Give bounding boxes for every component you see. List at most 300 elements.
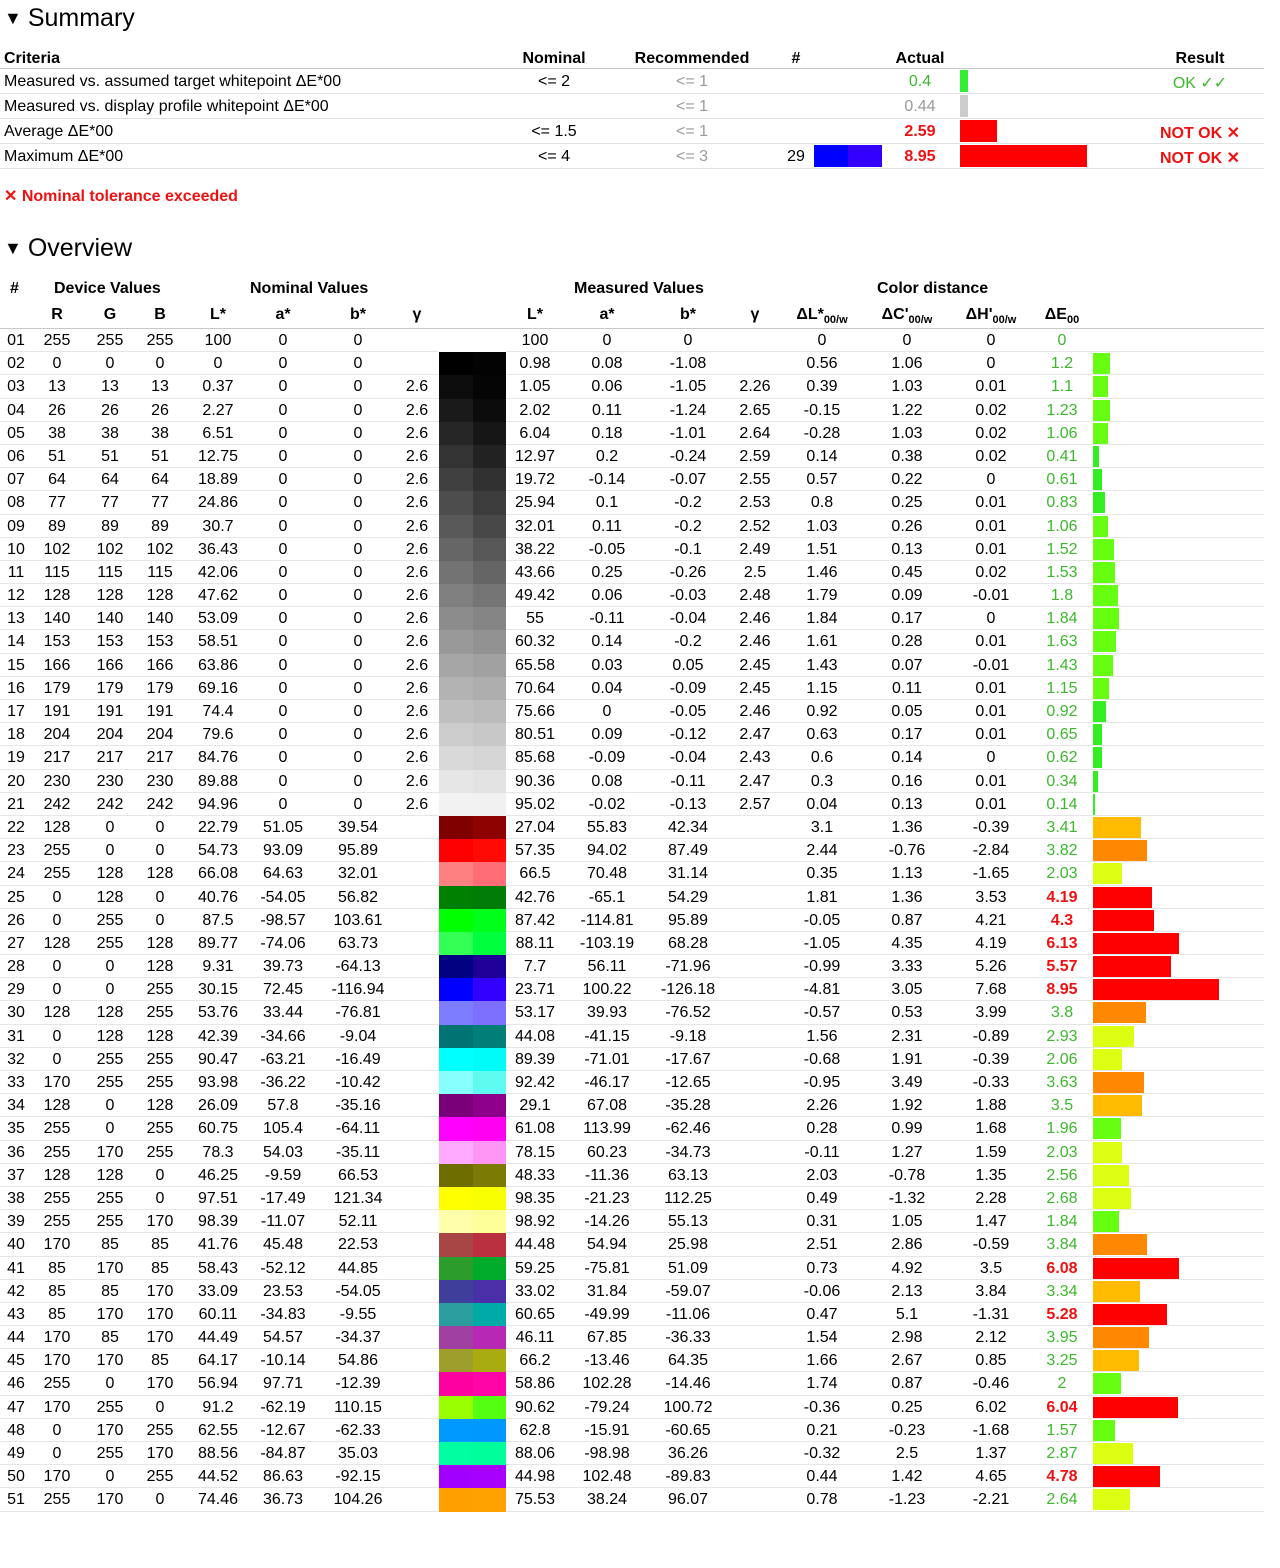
table-cell: 0 [986,610,996,628]
table-cell: -62.33 [335,1421,381,1439]
table-cell: -0.09 [588,749,626,767]
nominal-color-swatch [439,422,473,446]
table-cell: 1.8 [1050,587,1074,605]
table-cell: 0.8 [810,494,834,512]
table-cell: 41 [7,1259,25,1277]
table-row [0,654,1264,677]
table-cell: 85 [151,1352,169,1370]
table-cell: -35.28 [665,1097,711,1115]
table-cell: 1.03 [891,378,923,396]
table-cell: 0.01 [975,633,1007,651]
table-cell: 115 [44,563,70,581]
table-cell: -114.81 [580,911,634,929]
table-cell: 153 [146,633,174,651]
table-cell: 0.04 [591,679,623,697]
table-cell: 0.78 [806,1491,838,1509]
column-header-label: B [154,306,166,323]
table-cell: -0.39 [972,818,1010,836]
table-cell: -0.23 [888,1421,926,1439]
table-cell: 88.06 [514,1445,556,1462]
table-cell: 45 [7,1352,25,1370]
nominal-color-swatch [439,700,473,724]
table-cell: 85.68 [514,749,556,767]
table-cell: 170 [96,1259,124,1277]
measured-color-swatch [473,932,506,956]
table-cell: 3.53 [975,888,1007,906]
table-cell: 3.84 [975,1282,1007,1300]
table-cell: 170 [96,1421,124,1439]
table-cell: 51.09 [667,1259,709,1277]
table-cell: 166 [96,656,124,674]
table-cell: 25.94 [514,494,556,512]
table-cell: 3.95 [1046,1329,1078,1347]
table-cell: 255 [96,1398,124,1416]
table-cell: 2.6 [405,726,429,744]
measured-color-swatch [473,1465,506,1489]
nominal-color-swatch [439,1396,473,1420]
table-cell: 255 [43,1375,71,1393]
table-cell: 1.05 [519,378,551,396]
table-cell: 30 [7,1004,25,1022]
table-cell: 2.6 [405,378,429,396]
table-cell: 13 [48,378,66,396]
table-cell: 60.65 [514,1305,556,1323]
table-cell: 1.57 [1046,1421,1078,1439]
table-row [0,1419,1264,1442]
table-cell: 0.11 [592,517,622,535]
table-cell: 57.8 [267,1097,299,1115]
table-cell: 17 [7,703,25,720]
nominal-color-swatch [439,654,473,678]
table-cell: -10.14 [260,1352,306,1370]
group-hash: # [10,280,19,297]
table-cell: 1.84 [1046,1213,1078,1231]
table-cell: 46 [7,1375,25,1393]
table-cell: 6.04 [519,424,551,442]
table-cell: 2.65 [739,401,771,419]
table-cell: 0.73 [806,1259,838,1277]
table-cell: 39 [7,1213,25,1231]
table-cell: 0 [278,679,288,697]
table-cell: 35.03 [337,1445,379,1462]
table-cell: -9.04 [339,1027,377,1045]
measured-color-swatch [473,399,506,423]
table-cell: 26 [101,401,119,419]
table-cell: 95.89 [337,842,379,860]
delta-e-bar [1093,817,1141,838]
table-cell: 0 [278,633,288,651]
delta-e-bar [1093,376,1108,397]
table-cell: 255 [96,1189,124,1207]
table-cell: 94.02 [586,842,628,860]
nominal-color-swatch [439,862,473,886]
table-cell: 2.64 [739,424,771,442]
table-cell: 0 [986,355,996,373]
measured-color-swatch [473,1164,506,1188]
nominal-color-swatch [439,955,473,979]
table-cell: -79.24 [584,1398,630,1416]
table-cell: 13 [101,378,119,396]
table-cell: 3.49 [891,1074,923,1091]
measured-color-swatch [473,770,506,794]
measured-color-swatch [473,491,506,515]
table-cell: 64.17 [197,1352,239,1370]
table-cell: -0.76 [888,842,926,860]
result-value: NOT OK ✕ [1159,125,1241,142]
table-cell: 9.31 [202,958,234,976]
table-cell: 115 [97,563,123,581]
table-cell: 1.43 [806,656,838,674]
measured-color-swatch [473,862,506,886]
table-cell: 0 [105,842,115,860]
table-cell: -64.13 [335,958,381,976]
table-cell: 63.13 [667,1166,709,1184]
table-cell: 1.46 [806,563,838,581]
table-cell: 2.26 [739,378,771,396]
table-cell: 0 [213,355,223,373]
measured-color-swatch [473,1349,506,1373]
nominal-color-swatch [439,1071,473,1095]
table-cell: 36.73 [262,1491,304,1509]
table-cell: -0.89 [972,1027,1010,1045]
delta-e-bar [1093,1350,1139,1371]
nominal-color-swatch [439,1303,473,1327]
table-cell: 0.01 [975,726,1007,744]
delta-e-bar [1093,910,1154,931]
delta-e-bar [1093,446,1099,467]
table-cell: 1.54 [806,1329,838,1347]
table-cell: -35.11 [335,1143,381,1161]
table-cell: 2.6 [405,587,429,605]
table-cell: 0.47 [806,1305,838,1323]
table-cell: 22 [7,818,25,836]
table-cell: -116.94 [331,981,385,999]
nominal-color-swatch [439,677,473,701]
table-cell: 0 [986,749,996,767]
actual-bar [960,95,968,117]
delta-e-bar [1093,1165,1129,1186]
table-cell: 42.34 [667,818,709,836]
table-cell: 2.56 [1046,1166,1078,1184]
delta-e-bar [1093,933,1179,954]
nominal-color-swatch [439,561,473,585]
table-row [0,422,1264,445]
table-cell: 255 [96,1074,124,1091]
table-cell: -0.03 [669,587,707,605]
table-cell: 74.46 [197,1491,239,1509]
measured-color-swatch [473,607,506,631]
table-cell: 170 [146,1305,174,1323]
table-cell: -34.73 [665,1143,711,1161]
nominal-color-swatch [439,886,473,910]
table-cell: 0.56 [806,355,838,373]
table-cell: 128 [43,1004,71,1022]
table-cell: 255 [146,1468,174,1486]
table-cell: 42.39 [197,1027,239,1045]
table-cell: 242 [146,795,174,813]
table-cell: 2.12 [975,1329,1007,1347]
table-cell: 70.64 [514,679,556,697]
table-cell: 170 [43,1468,71,1486]
table-cell: -0.01 [972,656,1010,674]
table-cell: 70.48 [586,865,628,883]
table-cell: 103.61 [333,911,383,929]
table-cell: 0.16 [891,772,923,790]
table-cell: 1.84 [806,610,838,628]
nominal-color-swatch [439,1141,473,1165]
table-cell: 0.44 [806,1468,838,1486]
table-cell: 33 [7,1074,25,1091]
table-cell: 0 [52,1050,62,1068]
table-cell: 97.51 [197,1189,239,1207]
delta-e-bar [1093,1373,1121,1394]
table-cell: 128 [96,865,124,883]
table-cell: 113.99 [583,1120,631,1138]
table-cell: -34.37 [335,1329,381,1347]
nominal-color-swatch [439,1164,473,1188]
actual-value: 0.4 [908,73,932,90]
table-cell: 2.6 [405,401,429,419]
table-cell: -36.22 [260,1074,306,1091]
table-cell: 0 [52,1421,62,1439]
table-cell: -0.02 [588,795,626,813]
table-cell: -0.14 [588,471,626,489]
table-cell: 2.5 [895,1445,919,1462]
nominal-color-swatch [439,746,473,770]
table-cell: 60.11 [198,1305,238,1323]
table-cell: 3.99 [975,1004,1007,1022]
table-cell: -2.84 [972,842,1010,860]
table-cell: 2.46 [739,633,771,651]
table-cell: 100.72 [663,1398,713,1416]
table-cell: -64.11 [335,1120,381,1138]
table-cell: 19.72 [514,471,556,489]
table-cell: 38 [101,424,119,442]
table-cell: 140 [43,610,71,628]
table-row [0,1488,1264,1511]
table-cell: 0.6 [810,749,834,767]
table-row [0,700,1264,723]
table-row [0,468,1264,491]
table-cell: -0.05 [669,703,707,720]
delta-e-bar [1093,492,1105,513]
table-cell: 0.25 [891,494,923,512]
table-cell: 6.04 [1046,1398,1078,1416]
table-cell: 6.08 [1046,1259,1078,1277]
table-cell: 2 [1057,1375,1067,1393]
column-header-label: G [103,306,117,323]
measured-color-swatch [473,375,506,399]
table-cell: 2.98 [891,1329,923,1347]
table-cell: 29.1 [519,1097,551,1115]
nominal-color-swatch [439,909,473,933]
table-cell: 1.05 [891,1213,923,1231]
measured-color-swatch [473,352,506,376]
table-cell: 255 [43,842,71,860]
table-cell: 3.63 [1046,1074,1078,1091]
table-cell: 128 [146,958,174,976]
table-cell: -0.68 [803,1050,841,1068]
table-cell: 0 [155,888,165,906]
table-cell: 4.65 [975,1468,1007,1486]
measured-color-swatch [473,422,506,446]
table-row [0,329,1264,352]
table-cell: 23.71 [514,981,556,999]
nominal-color-swatch [439,468,473,492]
nominal-color-swatch [439,1326,473,1350]
nominal-color-swatch [439,770,473,794]
table-cell: 128 [146,1097,174,1115]
delta-e-bar [1093,423,1108,444]
table-cell: -0.04 [669,749,707,767]
table-cell: 54.57 [262,1329,304,1347]
table-cell: 255 [43,332,71,349]
table-cell: 0.03 [591,656,623,674]
table-cell: 2.67 [891,1352,923,1370]
column-header-label: L* [527,306,543,323]
measured-color-swatch [473,654,506,678]
table-cell: 89 [151,517,169,535]
table-cell: 0 [902,332,912,349]
table-cell: 255 [146,332,174,349]
table-cell: 0.14 [891,749,923,767]
table-cell: 255 [96,332,124,349]
table-cell: -89.83 [665,1468,711,1486]
table-cell: 0.45 [891,563,923,581]
table-cell: 66.5 [519,865,551,883]
table-cell: -0.11 [670,772,706,790]
table-cell: 1.68 [975,1120,1007,1138]
table-cell: -1.05 [803,934,841,952]
table-cell: 0 [278,378,288,396]
nominal-color-swatch [439,538,473,562]
table-cell: 86.63 [262,1468,304,1486]
table-cell: 140 [146,610,174,628]
table-cell: -74.06 [260,934,306,952]
table-cell: 36.26 [667,1445,709,1462]
table-cell: 0 [602,332,612,349]
table-cell: -1.68 [972,1421,1010,1439]
table-cell: 2.26 [806,1097,838,1115]
table-cell: -0.12 [669,726,707,744]
table-cell: 38 [48,424,66,442]
table-cell: 67.08 [586,1097,628,1115]
table-cell: 1.63 [1046,633,1078,651]
column-header-label: γ [750,306,760,323]
table-cell: 0.85 [975,1352,1007,1370]
delta-e-bar [1093,1049,1122,1070]
table-cell: 0 [353,772,363,790]
table-cell: 170 [146,1329,174,1347]
table-cell: 74.4 [202,703,234,720]
table-cell: 170 [96,1143,124,1161]
table-cell: -17.67 [665,1050,711,1068]
nominal-color-swatch [439,399,473,423]
table-cell: 0 [353,378,363,396]
table-cell: 2.87 [1046,1445,1078,1462]
table-cell: 12.75 [197,447,239,465]
delta-e-bar [1093,1142,1122,1163]
overview-header-row [0,302,1264,329]
actual-bar [960,70,968,92]
delta-e-bar [1093,1188,1131,1209]
table-cell: 62.55 [197,1421,239,1439]
table-cell: 0.06 [591,587,623,605]
table-cell: 128 [96,1166,124,1184]
table-cell: 0 [105,981,115,999]
nominal-color-swatch [439,1349,473,1373]
table-cell: 90.36 [514,772,556,790]
table-cell: 0.14 [806,447,838,465]
table-cell: 38 [151,424,169,442]
table-row [0,352,1264,375]
table-cell: 65.58 [514,656,556,674]
summary-section-toggle[interactable] [4,4,135,33]
table-cell: 0 [155,1398,165,1416]
table-cell: 0.65 [1046,726,1078,744]
table-cell: 38.24 [586,1491,628,1509]
table-cell: 30.15 [197,981,239,999]
table-cell: -0.07 [669,471,707,489]
table-cell: 0.53 [891,1004,923,1022]
table-cell: -84.87 [260,1445,306,1462]
table-cell: 3.5 [979,1259,1003,1277]
summary-header-row [0,46,1264,69]
table-cell: 2.45 [739,679,771,697]
table-cell: 0 [353,587,363,605]
table-cell: 14 [7,633,25,651]
nominal-color-swatch [439,932,473,956]
delta-e-bar [1093,1304,1167,1325]
table-cell: -12.65 [665,1074,711,1091]
table-cell: 2.45 [739,656,771,674]
table-cell: 0.26 [891,517,923,535]
table-cell: 93.98 [197,1074,239,1091]
table-cell: 2.44 [806,842,838,860]
table-cell: 31 [7,1027,25,1045]
table-cell: 0 [278,401,288,419]
table-cell: 55.13 [667,1213,709,1231]
table-cell: 0 [105,818,115,836]
table-cell: 38 [7,1189,25,1207]
table-cell: 0 [278,587,288,605]
table-cell: 0.17 [891,726,923,744]
table-row [0,1396,1264,1419]
table-cell: 2.6 [405,494,429,512]
group-device-values: Device Values [54,280,161,297]
table-cell: 6.13 [1046,934,1078,952]
overview-table [0,280,1264,1512]
table-cell: 36.43 [197,540,239,558]
delta-e-bar [1093,516,1108,537]
table-cell: 7.68 [975,981,1007,999]
table-cell: 255 [146,1421,174,1439]
table-cell: -12.67 [260,1421,306,1439]
delta-e-bar [1093,1002,1146,1023]
overview-section-toggle[interactable] [4,234,132,263]
measured-color-swatch [473,1025,506,1049]
table-cell: 45.48 [262,1236,304,1254]
table-row [0,932,1264,955]
column-header: $\Delta H'_{00/w}$ [965,306,1017,327]
table-cell: 2.53 [739,494,771,512]
table-cell: 25 [7,888,25,906]
table-cell: 0 [278,424,288,442]
table-cell: 0.01 [975,517,1007,535]
table-cell: 97.71 [262,1375,304,1393]
table-cell: 32 [7,1050,25,1068]
table-cell: 89.39 [514,1050,556,1068]
